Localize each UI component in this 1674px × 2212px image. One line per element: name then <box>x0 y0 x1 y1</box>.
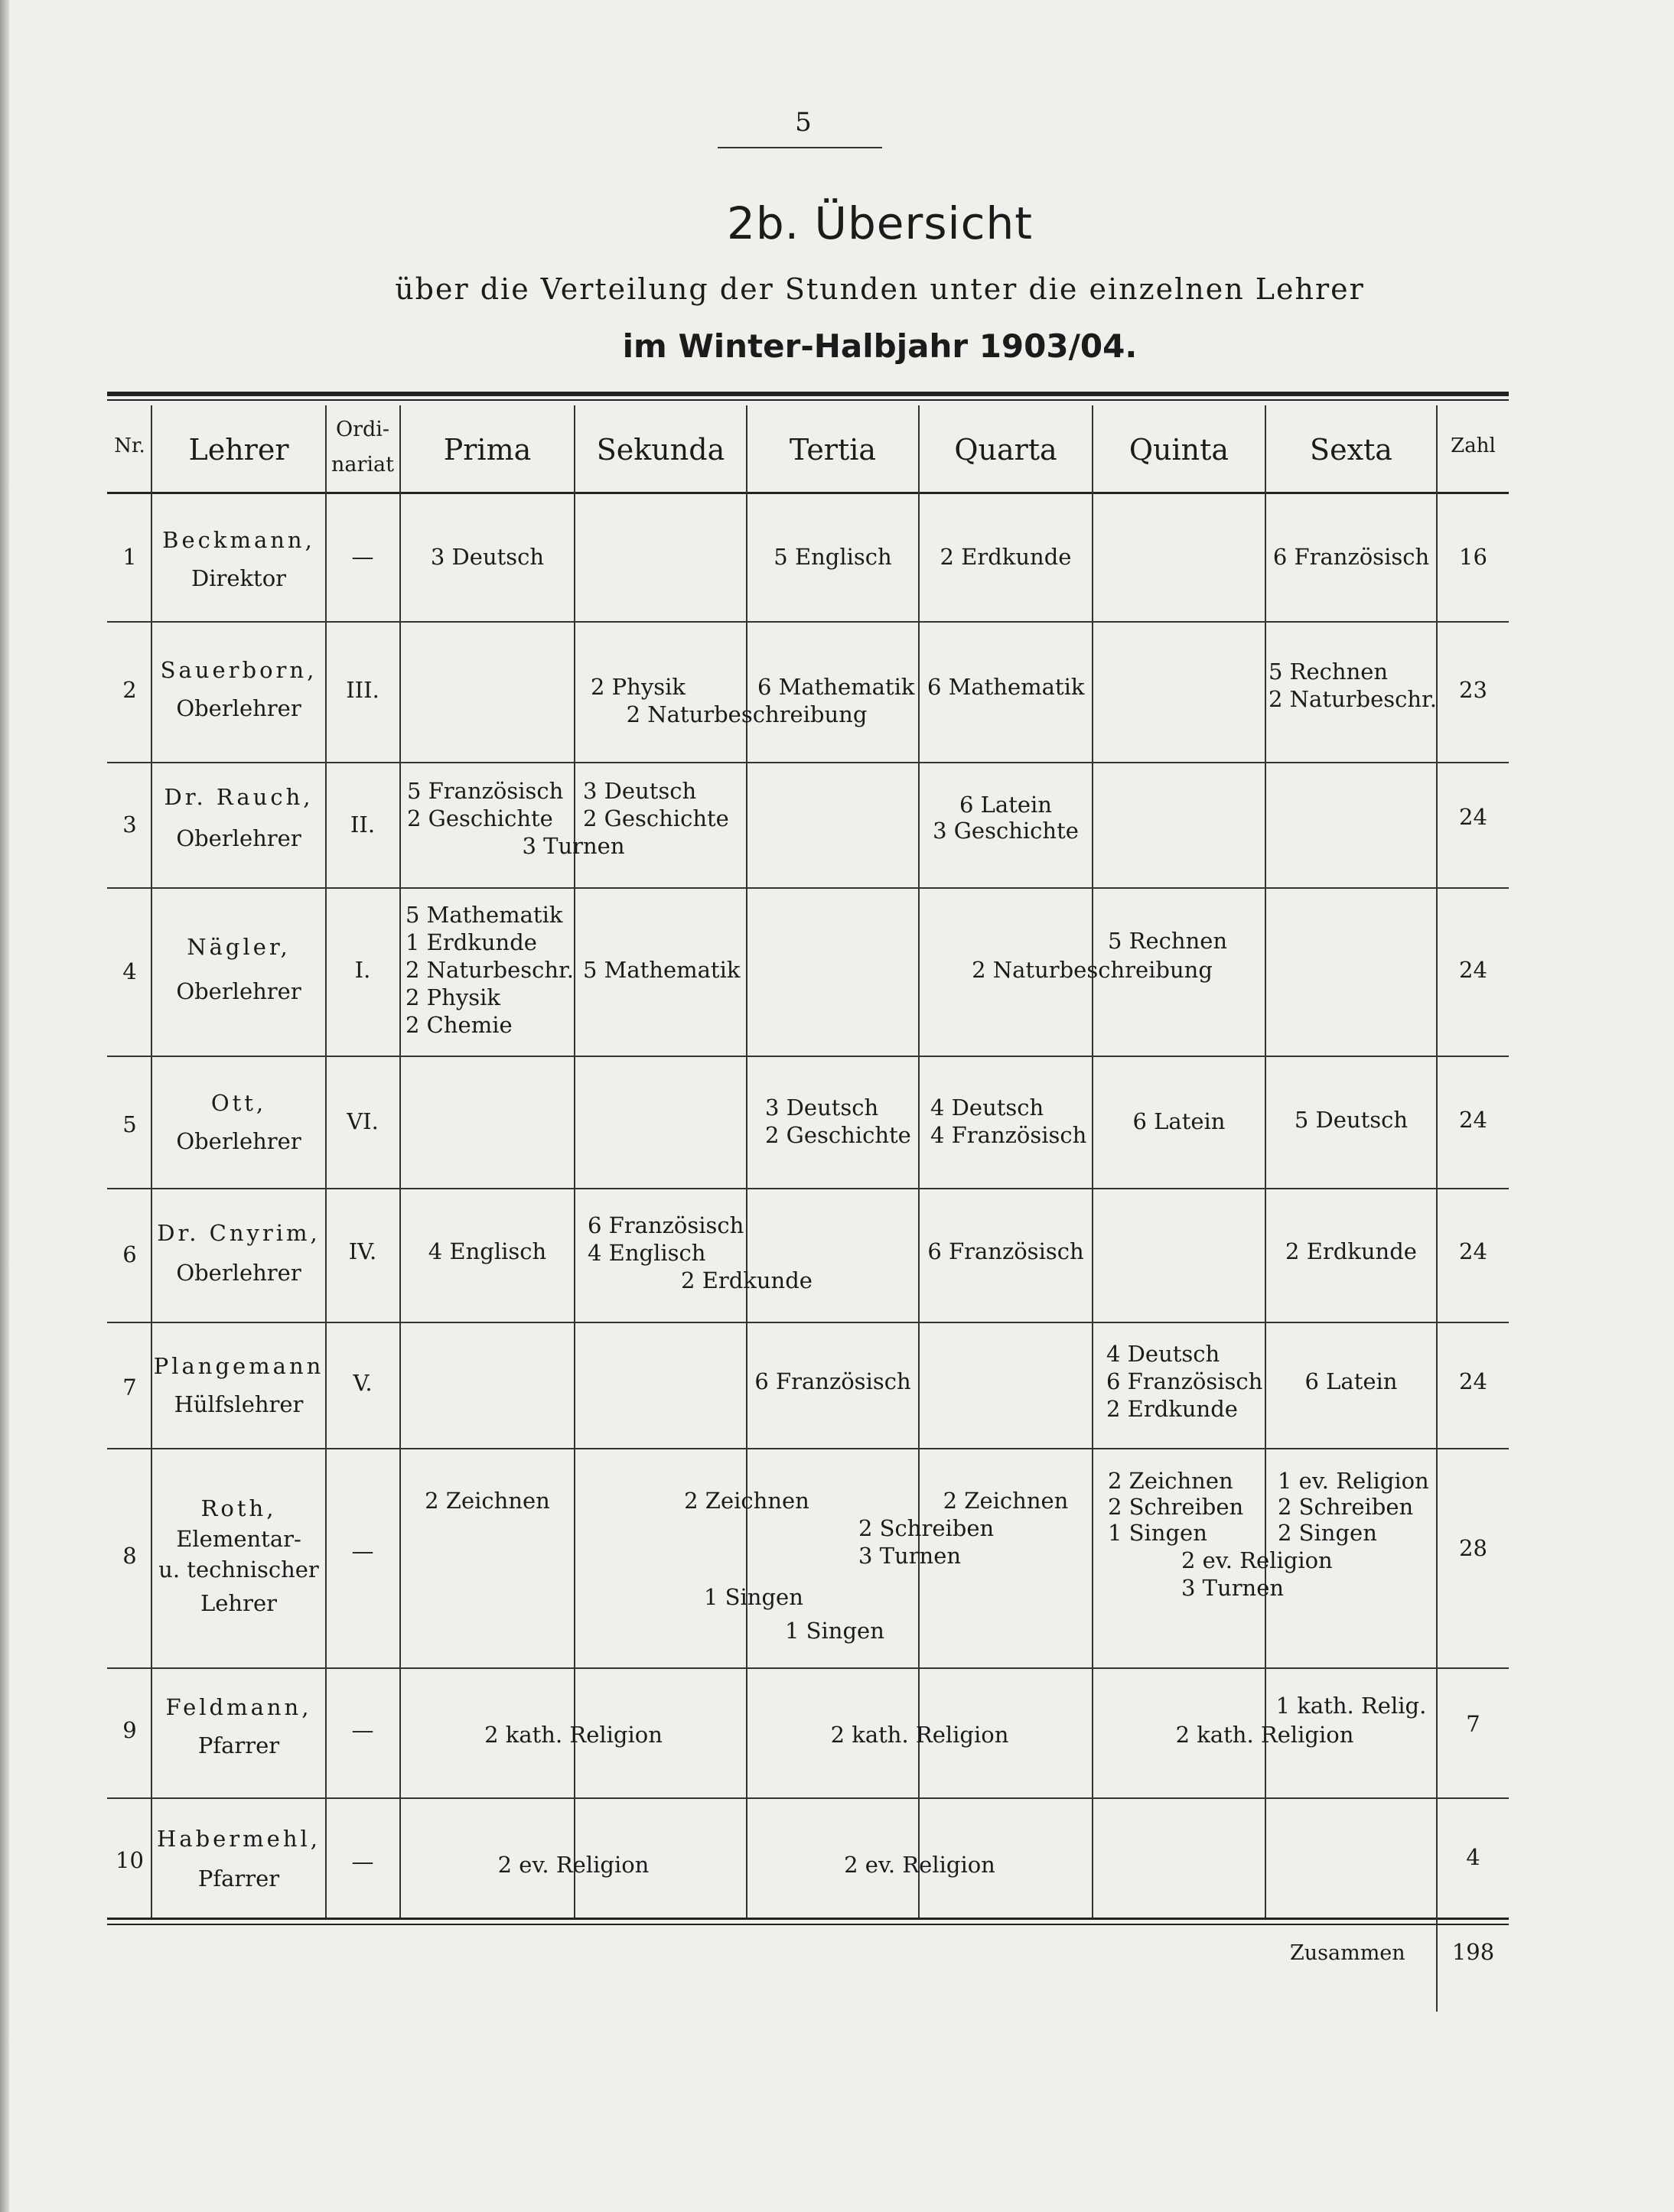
cell-tertia: 6 Mathematik <box>757 674 915 700</box>
top-rule-thin <box>107 399 1509 401</box>
cell-zahl: 24 <box>1459 957 1487 983</box>
cell-sekunda-1: 3 Deutsch <box>583 778 697 804</box>
cell-sekunda: 5 Mathematik <box>583 957 741 983</box>
span-prima-sekunda: 2 ev. Religion <box>497 1852 650 1878</box>
header-quinta: Quinta <box>1128 433 1229 467</box>
header-sekunda: Sekunda <box>596 433 725 467</box>
teacher-title-1: Elementar- <box>176 1526 301 1552</box>
cell-tertia-1: 3 Deutsch <box>765 1095 879 1121</box>
cell-sexta: 6 Französisch <box>1272 544 1430 570</box>
total-value: 198 <box>1451 1939 1495 1965</box>
cell-quinta-1: 4 Deutsch <box>1106 1341 1220 1367</box>
cell-prima-4: 2 Physik <box>405 984 500 1010</box>
span-singen-a: 1 Singen <box>704 1584 803 1610</box>
cell-quarta: 2 Zeichnen <box>943 1488 1069 1514</box>
row-separator <box>107 1797 1509 1799</box>
header-lehrer: Lehrer <box>188 433 289 467</box>
teacher-name: Ott, <box>210 1090 267 1116</box>
cell-tertia: 6 Französisch <box>754 1368 911 1394</box>
col-divider <box>151 405 152 1918</box>
teacher-title: Pfarrer <box>197 1732 280 1758</box>
cell-quinta: 5 Rechnen <box>1108 928 1228 954</box>
ordinariat: II. <box>350 812 376 838</box>
cell-prima-2: 1 Erdkunde <box>405 929 537 955</box>
span-prima-sekunda: 3 Turnen <box>522 833 625 859</box>
ordinariat: — <box>351 1717 374 1743</box>
row-separator <box>107 1322 1509 1323</box>
span-singen-b: 1 Singen <box>785 1618 884 1644</box>
cell-sekunda-2: 2 Geschichte <box>583 805 729 831</box>
ordinariat: VI. <box>347 1108 379 1134</box>
span-sekunda-tertia: 2 Erdkunde <box>681 1267 813 1293</box>
header-rule <box>107 492 1509 494</box>
total-label: Zusammen <box>1290 1941 1405 1965</box>
teacher-title: Oberlehrer <box>176 978 301 1004</box>
col-divider <box>399 405 401 1918</box>
teacher-name: Habermehl, <box>157 1826 321 1852</box>
page-title: 2b. Übersicht <box>726 197 1034 249</box>
cell-sexta-2: 2 Schreiben <box>1278 1494 1414 1520</box>
cell-quarta: 6 Mathematik <box>927 674 1085 700</box>
ordinariat: IV. <box>348 1238 377 1264</box>
cell-tertia: 5 Englisch <box>773 544 892 570</box>
row-nr: 8 <box>122 1543 137 1569</box>
span-tertia-quarta: 2 ev. Religion <box>844 1852 995 1878</box>
cell-sexta-1: 5 Rechnen <box>1269 659 1389 685</box>
col-divider <box>1436 405 1438 2012</box>
cell-zahl: 28 <box>1459 1535 1487 1561</box>
row-separator <box>107 762 1509 763</box>
header-nr: Nr. <box>114 434 145 457</box>
cell-zahl: 23 <box>1459 677 1487 703</box>
page-number: 5 <box>795 107 812 138</box>
cell-sexta-1: 1 ev. Religion <box>1278 1468 1429 1494</box>
teacher-title-2: u. technischer <box>158 1557 319 1583</box>
teacher-name: Beckmann, <box>162 527 315 553</box>
row-separator <box>107 1188 1509 1189</box>
cell-prima: 3 Deutsch <box>430 544 545 570</box>
row-separator <box>107 621 1509 623</box>
header-ordinariat-2: nariat <box>331 453 394 477</box>
ordinariat: — <box>351 1849 374 1875</box>
teacher-name: Dr. Cnyrim, <box>157 1220 321 1246</box>
cell-quarta: 2 Erdkunde <box>940 544 1072 570</box>
cell-sexta: 5 Deutsch <box>1294 1107 1409 1133</box>
cell-sexta-2: 2 Naturbeschr. <box>1269 686 1437 712</box>
cell-quinta-3: 1 Singen <box>1108 1520 1207 1546</box>
cell-prima-2: 2 Geschichte <box>407 805 553 831</box>
col-divider <box>574 405 575 1918</box>
page-number-rule <box>718 147 882 148</box>
cell-sexta: 2 Erdkunde <box>1285 1238 1417 1264</box>
cell-quinta-1: 2 Zeichnen <box>1108 1468 1233 1494</box>
row-nr: 10 <box>116 1847 144 1873</box>
span-sekunda-tertia: 2 Naturbeschreibung <box>626 701 868 727</box>
header-ordinariat-1: Ordi- <box>335 418 390 441</box>
header-zahl: Zahl <box>1451 434 1496 457</box>
teacher-title: Oberlehrer <box>176 1260 301 1286</box>
cell-prima: 2 Zeichnen <box>425 1488 550 1514</box>
cell-quarta-2: 3 Geschichte <box>933 818 1079 844</box>
span-quarta-quinta: 2 Naturbeschreibung <box>972 957 1213 983</box>
col-divider <box>918 405 920 1918</box>
span-prima-sekunda: 2 kath. Religion <box>484 1722 663 1748</box>
row-nr: 4 <box>122 958 137 984</box>
row-separator <box>107 1056 1509 1057</box>
cell-tertia-2: 2 Geschichte <box>765 1122 911 1148</box>
header-quarta: Quarta <box>954 433 1057 467</box>
header-sexta: Sexta <box>1310 433 1392 467</box>
cell-prima-5: 2 Chemie <box>405 1012 513 1038</box>
teacher-title: Hülfslehrer <box>174 1391 304 1417</box>
header-tertia: Tertia <box>789 433 877 467</box>
ordinariat: I. <box>354 957 371 983</box>
row-nr: 3 <box>122 812 137 838</box>
cell-quinta-3: 2 Erdkunde <box>1106 1396 1238 1422</box>
cell-quinta: 6 Latein <box>1132 1108 1226 1134</box>
cell-zahl: 24 <box>1459 1238 1487 1264</box>
col-divider <box>1092 405 1093 1918</box>
cell-sekunda-1: 6 Französisch <box>588 1212 744 1238</box>
col-divider <box>746 405 747 1918</box>
teacher-name: Dr. Rauch, <box>164 784 314 810</box>
period-heading: im Winter-Halbjahr 1903/04. <box>622 327 1138 365</box>
row-nr: 5 <box>122 1111 137 1137</box>
teacher-title-3: Lehrer <box>200 1590 277 1616</box>
ordinariat: — <box>351 544 374 570</box>
cell-quinta-2: 2 Schreiben <box>1108 1494 1244 1520</box>
span-quinta-sexta: 2 kath. Religion <box>1175 1722 1354 1748</box>
cell-prima-1: 5 Französisch <box>407 778 564 804</box>
cell-sexta-3: 2 Singen <box>1278 1520 1377 1546</box>
span-schreiben: 2 Schreiben <box>858 1515 995 1541</box>
col-divider <box>325 405 327 1918</box>
scan-edge <box>0 0 9 2212</box>
teacher-title: Oberlehrer <box>176 825 301 851</box>
span-tertia-quarta: 2 kath. Religion <box>830 1722 1009 1748</box>
teacher-title: Pfarrer <box>197 1866 280 1892</box>
span-sekunda-tertia: 2 Zeichnen <box>684 1488 809 1514</box>
row-nr: 7 <box>122 1374 137 1400</box>
cell-zahl: 24 <box>1459 804 1487 830</box>
cell-quarta-1: 4 Deutsch <box>930 1095 1044 1121</box>
top-rule <box>107 392 1509 396</box>
bottom-rule-thin <box>107 1924 1509 1925</box>
ordinariat: — <box>351 1538 374 1564</box>
row-nr: 6 <box>122 1241 137 1267</box>
teacher-name: Roth, <box>200 1495 277 1521</box>
row-nr: 1 <box>122 544 137 570</box>
cell-zahl: 16 <box>1459 544 1487 570</box>
teacher-title: Direktor <box>191 565 287 591</box>
bottom-rule <box>107 1918 1509 1920</box>
teacher-title: Oberlehrer <box>176 1128 301 1154</box>
ordinariat: III. <box>346 677 379 703</box>
teacher-name: Plangemann <box>153 1353 324 1379</box>
cell-sekunda: 2 Physik <box>591 674 686 700</box>
row-separator <box>107 887 1509 889</box>
ordinariat: V. <box>353 1370 373 1396</box>
cell-prima-3: 2 Naturbeschr. <box>405 957 574 983</box>
cell-sekunda-2: 4 Englisch <box>588 1240 706 1266</box>
row-separator <box>107 1448 1509 1449</box>
span-turnen-a: 3 Turnen <box>858 1543 962 1569</box>
row-nr: 2 <box>122 677 137 703</box>
cell-quarta-1: 6 Latein <box>959 792 1052 818</box>
cell-zahl: 24 <box>1459 1368 1487 1394</box>
row-nr: 9 <box>122 1717 137 1743</box>
row-separator <box>107 1667 1509 1669</box>
cell-prima: 4 Englisch <box>428 1238 547 1264</box>
span-religion: 2 ev. Religion <box>1181 1547 1333 1573</box>
subtitle: über die Verteilung der Stunden unter die einzelnen Lehrer <box>395 272 1365 306</box>
teacher-name: Sauerborn, <box>160 657 318 683</box>
cell-quarta: 6 Französisch <box>927 1238 1084 1264</box>
teacher-title: Oberlehrer <box>176 695 301 721</box>
col-divider <box>1265 405 1266 1918</box>
teacher-name: Feldmann, <box>165 1694 312 1720</box>
cell-zahl: 7 <box>1466 1711 1480 1737</box>
teacher-name: Nägler, <box>187 934 291 960</box>
cell-zahl: 24 <box>1459 1107 1487 1133</box>
cell-sexta: 6 Latein <box>1304 1368 1398 1394</box>
header-prima: Prima <box>443 433 532 467</box>
cell-zahl: 4 <box>1466 1844 1480 1870</box>
cell-sexta: 1 kath. Relig. <box>1275 1693 1427 1719</box>
cell-prima-1: 5 Mathematik <box>405 902 563 928</box>
span-turnen-b: 3 Turnen <box>1181 1575 1285 1601</box>
cell-quarta-2: 4 Französisch <box>930 1122 1087 1148</box>
cell-quinta-2: 6 Französisch <box>1106 1368 1263 1394</box>
